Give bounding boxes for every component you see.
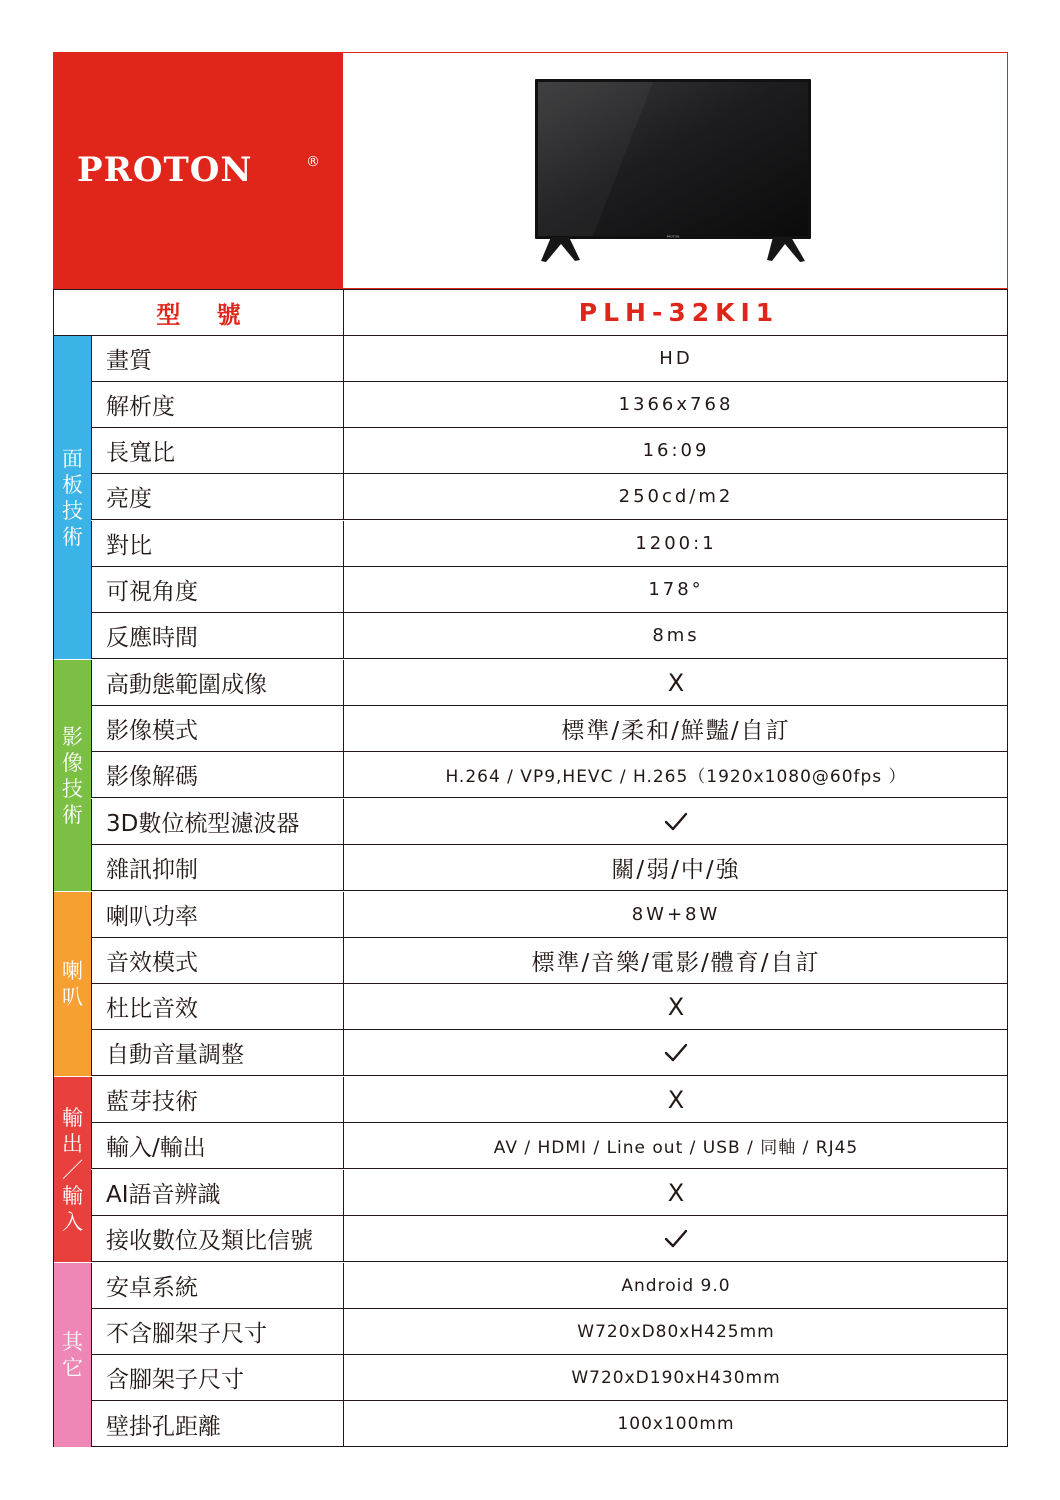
spec-value: 250cd/m2	[618, 486, 734, 507]
spec-label: 安卓系統	[91, 1263, 344, 1308]
spec-label: 對比	[91, 521, 344, 566]
spec-row-contrast	[91, 521, 1008, 567]
spec-label: 喇叭功率	[91, 892, 344, 937]
spec-row-dolby-audio	[91, 984, 1008, 1030]
spec-value	[344, 799, 1008, 844]
spec-value: 8W+8W	[631, 904, 721, 925]
spec-row-picture-quality	[91, 336, 1008, 382]
spec-value: 16:09	[642, 440, 710, 461]
spec-label: 影像模式	[91, 706, 344, 751]
spec-label: 自動音量調整	[91, 1030, 344, 1075]
check-icon	[664, 812, 688, 832]
spec-value: 標準/音樂/電影/體育/自訂	[531, 950, 821, 976]
spec-label: 含腳架子尺寸	[91, 1355, 344, 1400]
spec-row-android	[91, 1263, 1008, 1309]
spec-row-bluetooth	[91, 1077, 1008, 1123]
spec-value: H.264 / VP9,HEVC / H.265（1920x1080@60fps ）	[445, 767, 907, 787]
spec-value: 1366x768	[618, 394, 734, 415]
category-speaker	[54, 892, 91, 1077]
spec-value: 關/弱/中/強	[611, 857, 741, 883]
category-label: 其它	[62, 1330, 83, 1380]
category-label: 喇叭	[62, 959, 83, 1009]
spec-value: W720xD80xH425mm	[577, 1321, 775, 1342]
spec-row-io-ports	[91, 1123, 1008, 1169]
spec-label: 雜訊抑制	[91, 845, 344, 890]
spec-label: 輸入/輸出	[91, 1123, 344, 1168]
spec-value: 8ms	[652, 625, 700, 646]
spec-label: 影像解碼	[91, 752, 344, 797]
check-icon	[664, 1229, 688, 1249]
spec-label: AI語音辨識	[91, 1170, 344, 1215]
brand-logo: PROTON	[77, 150, 253, 190]
spec-label: 杜比音效	[91, 984, 344, 1029]
spec-label: 長寬比	[91, 428, 344, 473]
spec-row-resolution	[91, 382, 1008, 428]
spec-label: 接收數位及類比信號	[91, 1216, 344, 1261]
category-label: 面板技術	[62, 446, 83, 549]
model-label: 型 號	[54, 290, 344, 335]
spec-value: X	[667, 992, 685, 1021]
spec-row-auto-volume	[91, 1030, 1008, 1076]
spec-value: 1200:1	[635, 533, 717, 554]
category-image-technology	[54, 660, 91, 892]
spec-row-hdr	[91, 660, 1008, 706]
spec-row-viewing-angle	[91, 567, 1008, 613]
spec-sheet	[53, 52, 1008, 1447]
spec-value: 100x100mm	[617, 1414, 735, 1434]
tv-icon	[533, 77, 813, 267]
spec-row-size-with-stand	[91, 1355, 1008, 1401]
model-row	[53, 289, 1008, 335]
spec-row-picture-mode	[91, 706, 1008, 752]
spec-value	[344, 1030, 1008, 1075]
model-number: PLH-32KI1	[578, 298, 780, 327]
spec-value: 標準/柔和/鮮豔/自訂	[561, 718, 791, 744]
spec-value: 178°	[648, 579, 704, 600]
spec-row-sound-mode	[91, 938, 1008, 984]
spec-row-signal-reception	[91, 1216, 1008, 1262]
spec-value: AV / HDMI / Line out / USB / 同軸 / RJ45	[493, 1138, 859, 1158]
spec-row-noise-reduction	[91, 845, 1008, 891]
spec-row-3d-comb-filter	[91, 799, 1008, 845]
spec-row-ai-voice	[91, 1170, 1008, 1216]
spec-row-speaker-power	[91, 892, 1008, 938]
spec-label: 藍芽技術	[91, 1077, 344, 1122]
spec-value: X	[667, 1178, 685, 1207]
category-input-output	[54, 1077, 91, 1263]
brand-panel	[53, 52, 343, 289]
spec-value: W720xD190xH430mm	[571, 1367, 781, 1388]
spec-table	[53, 335, 1008, 1447]
spec-label: 反應時間	[91, 613, 344, 658]
spec-label: 不含腳架子尺寸	[91, 1309, 344, 1354]
spec-label: 亮度	[91, 474, 344, 519]
check-icon	[664, 1043, 688, 1063]
spec-value: X	[667, 1085, 685, 1114]
spec-row-brightness	[91, 474, 1008, 520]
spec-label: 壁掛孔距離	[91, 1401, 344, 1447]
spec-value: HD	[659, 348, 693, 369]
category-other	[54, 1263, 91, 1447]
registered-mark: ®	[306, 154, 320, 170]
spec-label: 可視角度	[91, 567, 344, 612]
spec-row-response-time	[91, 613, 1008, 659]
spec-row-aspect-ratio	[91, 428, 1008, 474]
spec-label: 音效模式	[91, 938, 344, 983]
spec-value	[344, 1216, 1008, 1261]
spec-row-size-without-stand	[91, 1309, 1008, 1355]
spec-row-wall-mount	[91, 1401, 1008, 1447]
spec-value: Android 9.0	[621, 1275, 731, 1296]
spec-label: 高動態範圍成像	[91, 660, 344, 705]
spec-value: X	[667, 668, 685, 697]
tv-bezel-logo: PROTON	[666, 234, 680, 239]
spec-label: 3D數位梳型濾波器	[91, 799, 344, 844]
spec-label: 解析度	[91, 382, 344, 427]
spec-row-video-decoding	[91, 752, 1008, 798]
spec-label: 畫質	[91, 336, 344, 381]
category-label: 輸出／輸入	[62, 1105, 83, 1234]
category-panel-technology	[54, 336, 91, 660]
product-image-panel	[343, 52, 1008, 289]
category-label: 影像技術	[62, 724, 83, 827]
